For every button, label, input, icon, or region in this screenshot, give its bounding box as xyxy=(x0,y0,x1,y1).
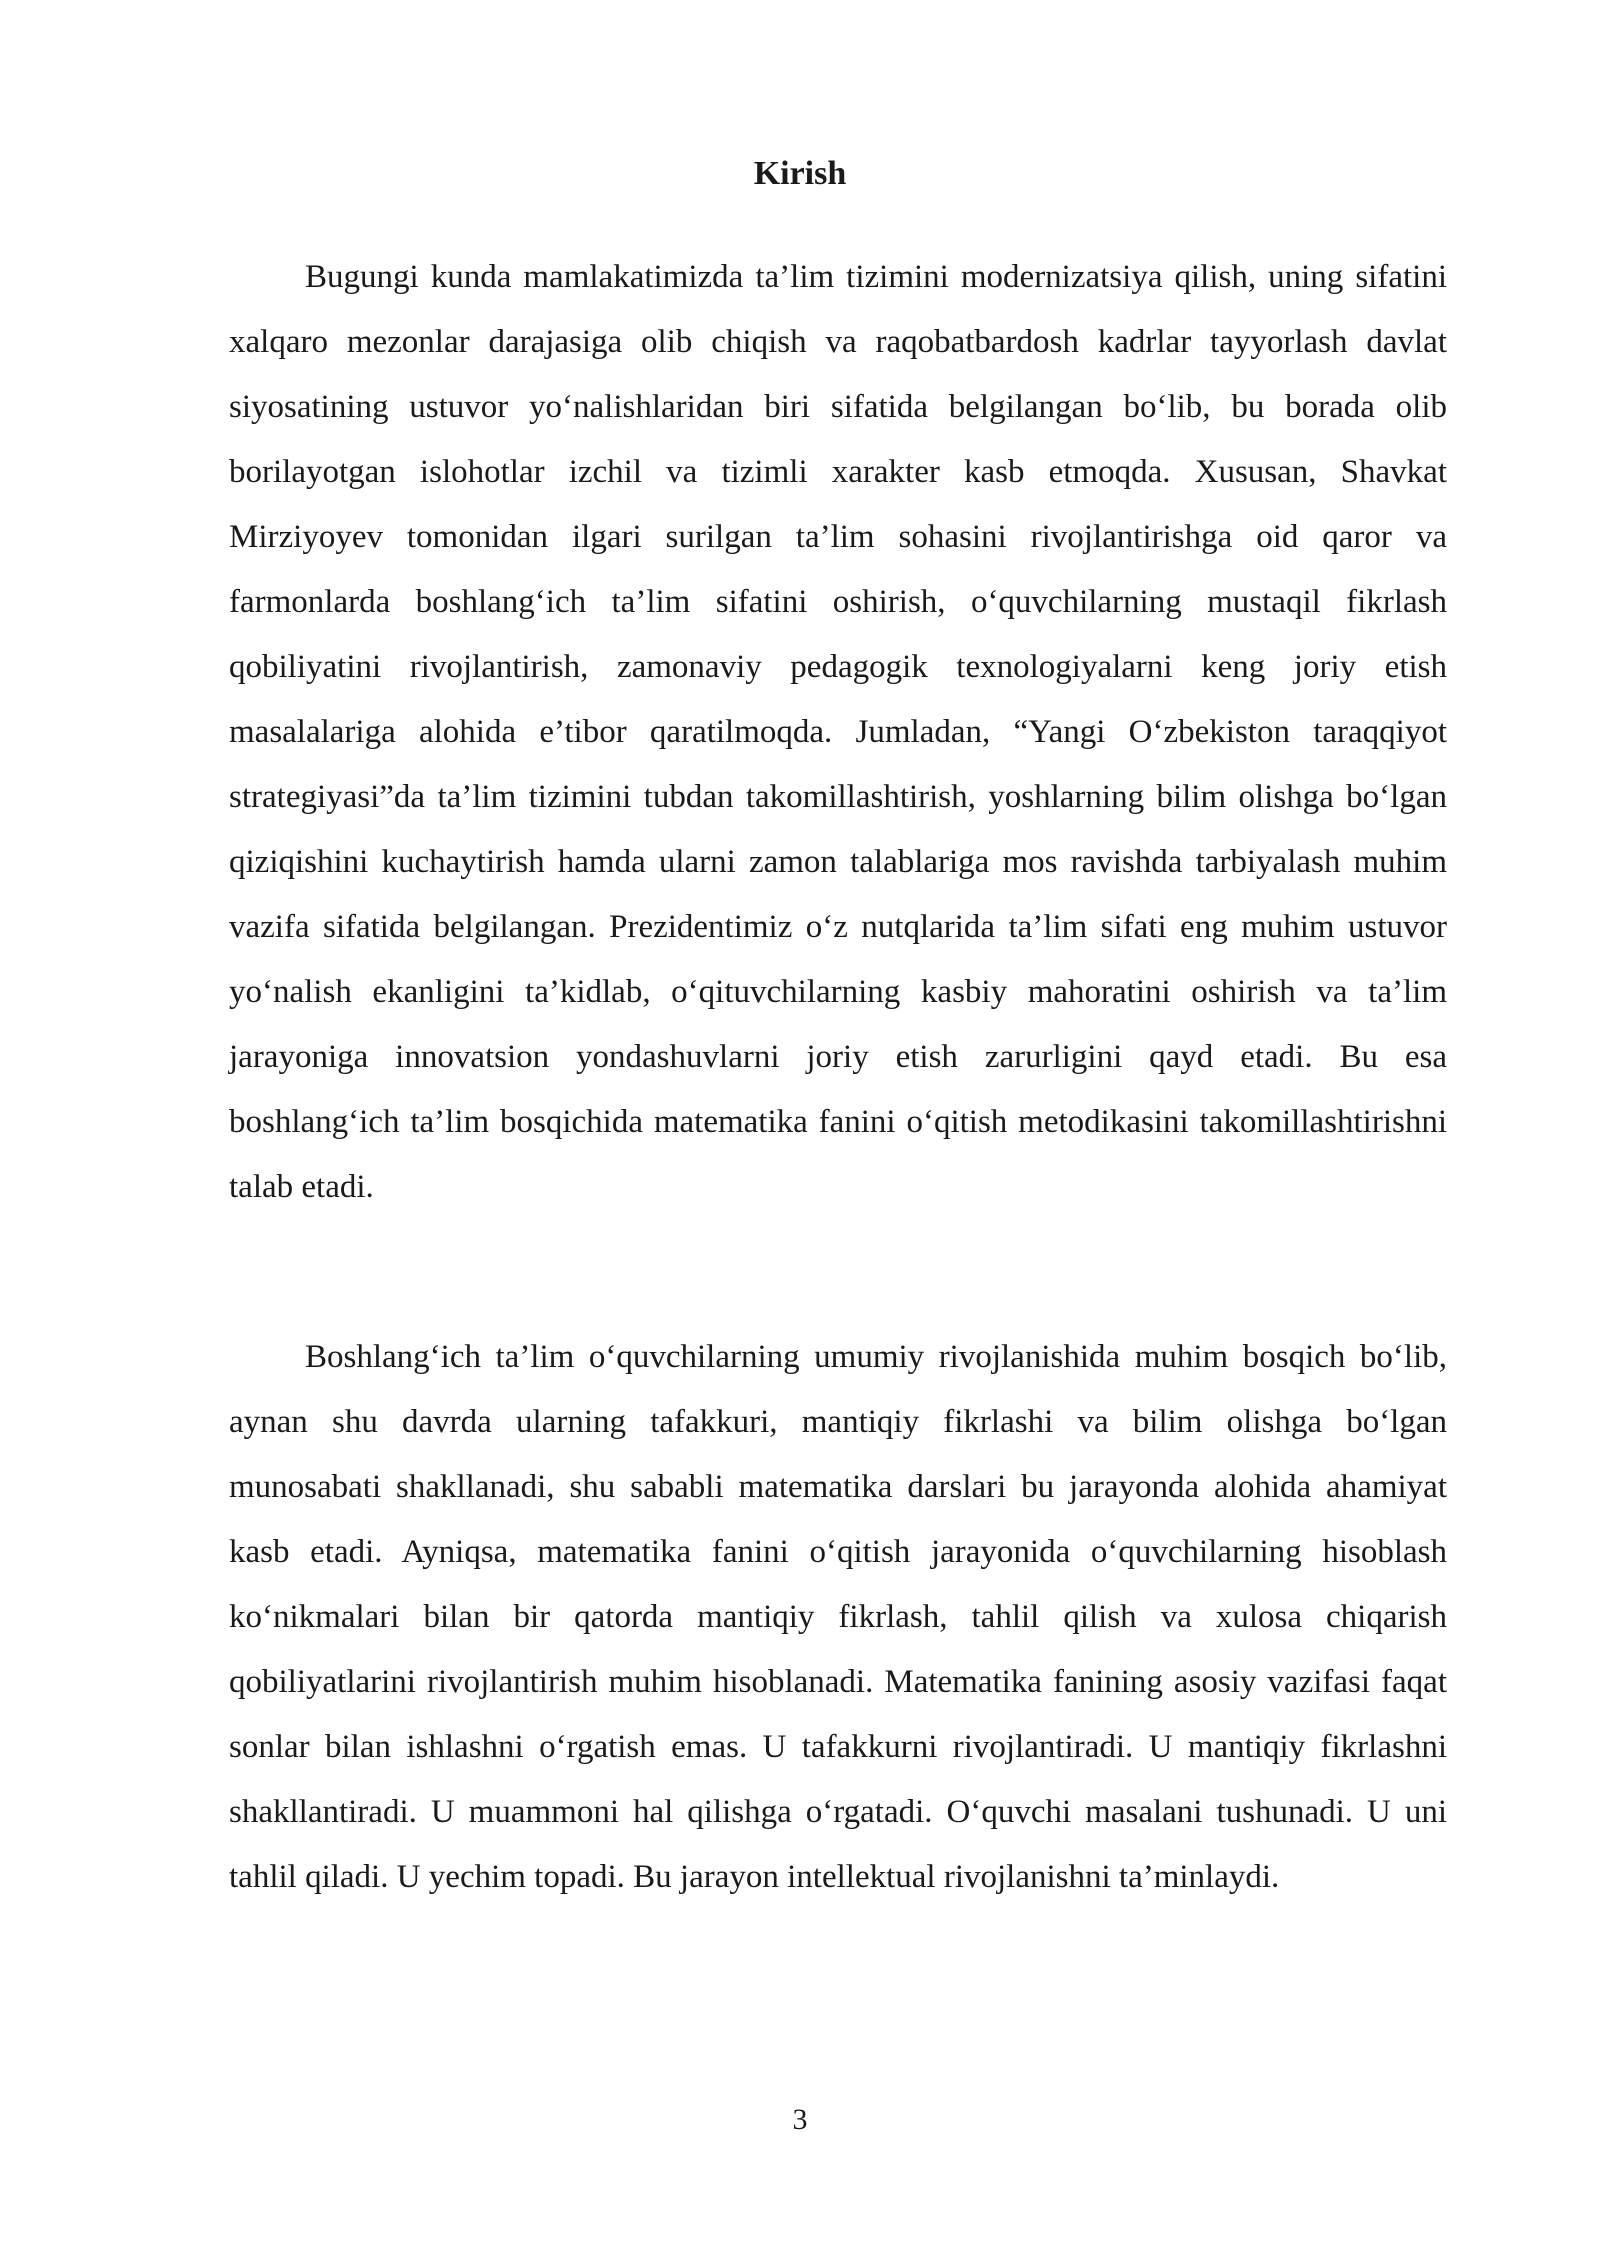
page-number: 3 xyxy=(792,2103,808,2136)
paragraph-primary-education: Boshlang‘ich ta’lim o‘quvchilarning umumiy rivojlanishida muhim bosqich bo‘lib, aynan shu davrda ularning tafakkuri, mantiqiy fikrlashi va bilim olishga bo‘lgan munosabati shakllanadi, shu sababli matematika darslari bu jarayonda alohida ahamiyat kasb etadi. Ayniqsa, matematika fanini o‘qitish jarayonida o‘quvchilarning hisoblash ko‘nikmalari bilan bir qatorda mantiqiy fikrlash, tahlil qilish va xulosa chiqarish qobiliyatlarini rivojlantirish muhim hisoblanadi. Matematika fanining asosiy vazifasi faqat sonlar bilan ishlashni o‘rgatish emas. U tafakkurni rivojlantiradi. U mantiqiy fikrlashni shakllantiradi. U muammoni hal qilishga o‘rgatadi. O‘quvchi masalani tushunadi. U uni tahlil qiladi. U yechim topadi. Bu jarayon intellektual rivojlanishni ta’minlaydi. xyxy=(229,1339,1447,1895)
paragraph-intro: Bugungi kunda mamlakatimizda ta’lim tizimini modernizatsiya qilish, uning sifatini xalqaro mezonlar darajasiga olib chiqish va raqobatbardosh kadrlar tayyorlash davlat siyosatining ustuvor yo‘nalishlaridan biri sifatida belgilangan bo‘lib, bu borada olib borilayotgan islohotlar izchil va tizimli xarakter kasb etmoqda. Xususan, Shavkat Mirziyoyev tomonidan ilgari surilgan ta’lim sohasini rivojlantirishga oid qaror va farmonlarda boshlang‘ich ta’lim sifatini oshirish, o‘quvchilarning mustaqil fikrlash qobiliyatini rivojlantirish, zamonaviy pedagogik texnologiyalarni keng joriy etish masalalariga alohida e’tibor qaratilmoqda. Jumladan, “Yangi O‘zbekiston taraqqiyot strategiyasi”da ta’lim tizimini tubdan takomillashtirish, yoshlarning bilim olishga bo‘lgan qiziqishini kuchaytirish hamda ularni zamon talablariga mos ravishda tarbiyalash muhim vazifa sifatida belgilangan. Prezidentimiz o‘z nutqlarida ta’lim sifati eng muhim ustuvor yo‘nalish ekanligini ta’kidlab, o‘qituvchilarning kasbiy mahoratini oshirish va ta’lim jarayoniga innovatsion yondashuvlarni joriy etish zarurligini qayd etadi. Bu esa boshlang‘ich ta’lim bosqichida matematika fanini o‘qitish metodikasini takomillashtirishni talab etadi. xyxy=(229,259,1447,1205)
page-title: Kirish xyxy=(753,155,847,192)
